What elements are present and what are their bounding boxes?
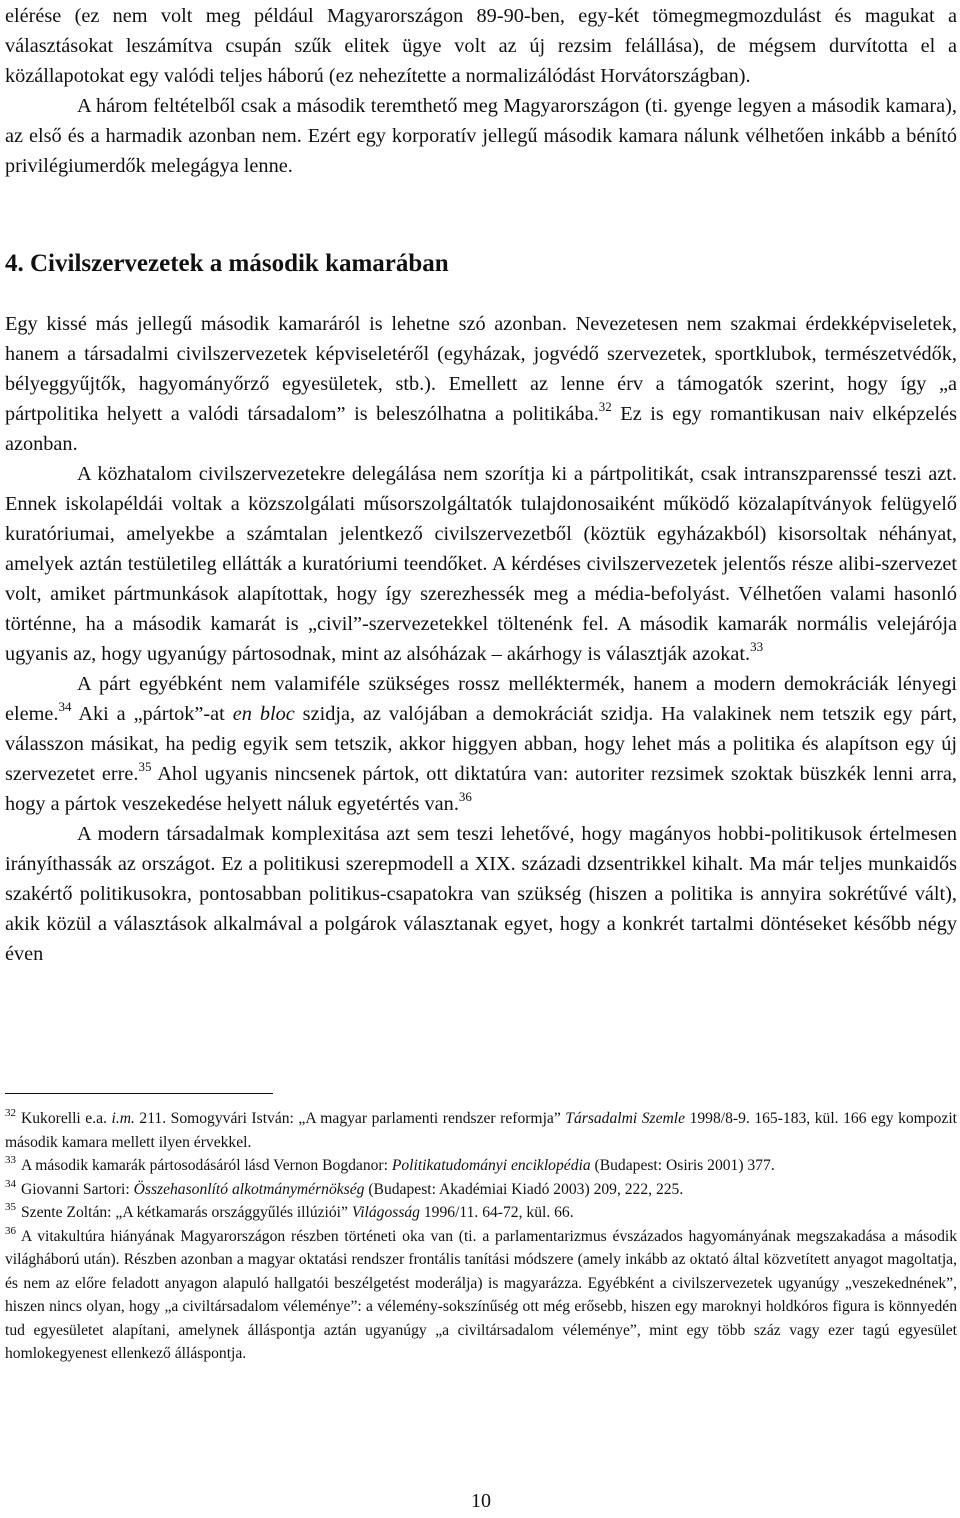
- footnote-35: [5, 1201, 957, 1225]
- footnote-ref-36[interactable]: 36: [458, 789, 472, 804]
- text-run: A párt egyébként nem valamiféle szükséges rossz melléktermék, hanem a modern demokráciák lényegi eleme.: [5, 673, 957, 725]
- text-run: Aki a „pártok”-at: [71, 703, 233, 725]
- text-run: Ez is egy romantikusan naiv elképzelés azonban.: [5, 403, 957, 455]
- text-run: A vitakultúra hiányának Magyarországon részben történeti oka van (ti. a parlamentarizmus évszázados hagyományának megszakadása a második világháború után). Részben azonban a magyar oktatási rendszer frontális tanítási módszere (amely inkább az oktató által közvetített anyagot magoltatja, és nem az előre feladott anyagon alapuló hallgatói beszélgetést moderálja) is magyarázza. Egyébként a civilszervezetek ugyanúgy „veszekednének”, hiszen nincs olyan, hogy „a civiltársadalom véleménye”: a vélemény-sokszínűség ott még erősebb, hiszen egy maroknyi holdkóros figura is könnyedén tud egyesületet alapítani, amelynek álláspontja aztán ugyanúgy „a civiltársadalom véleménye”, mint egy több száz vagy ezer tagú egyesület homlokegyenest ellenkező álláspontja.: [5, 1227, 957, 1362]
- text-run: A második kamarák pártosodásáról lásd Vernon Bogdanor:: [21, 1157, 392, 1174]
- paragraph-conditions: A három feltételből csak a második teremthető meg Magyarországon (ti. gyenge legyen a második kamara), az első és a harmadik azonban nem. Ezért egy korporatív jellegű második kamara nálunk vélhetően inkább a bénító privilégiumerdők melegágya lenne.: [5, 95, 957, 177]
- section-heading: 4. Civilszervezetek a második kamarában: [5, 250, 449, 277]
- text-run: Kukorelli e.a.: [21, 1110, 112, 1127]
- footnote-34: [5, 1178, 957, 1202]
- paragraph-civil-chamber: [5, 309, 957, 459]
- italic-text: Összehasonlító alkotmánymérnökség: [133, 1180, 365, 1198]
- footnote-32: [5, 1107, 957, 1154]
- paragraph-modern-societies: A modern társadalmak komplexitása azt sem teszi lehetővé, hogy magányos hobbi-politikusok értelmesen irányíthassák az országot. Ez a politikusi szerepmodell a XIX. századi dzsentrikkel kihalt. Ma már teljes munkaidős szakértő politikusokra, pontosabban politikus-csapatokra van szükség (hiszen a politika is annyira sokrétűvé vált), akik közül a választások alkalmával a polgárok választanak egyet, hogy a konkrét tartalmi döntéseket később négy éven: [5, 823, 957, 965]
- footnote-number: 35: [5, 1201, 16, 1213]
- paragraph-public-power: [5, 459, 957, 669]
- footnote-36: [5, 1225, 957, 1366]
- text-run: 1996/11. 64-72, kül. 66.: [419, 1204, 574, 1221]
- text-run: (Budapest: Akadémiai Kiadó 2003) 209, 222, 225.: [364, 1180, 684, 1198]
- text-run: 1998/8-9. 165-183, kül. 166 egy kompozit második kamara mellett ilyen érvekkel.: [5, 1110, 957, 1151]
- text-run: Ahol ugyanis nincsenek pártok, ott diktatúra van: autoriter rezsimek szoktak büszkék lenni arra, hogy a pártok veszekedése helyett náluk egyetértés van.: [5, 763, 957, 815]
- page-number: 10: [471, 1490, 491, 1512]
- italic-text: Világosság: [351, 1204, 420, 1221]
- text-run: Egy kissé más jellegű második kamaráról is lehetne szó azonban. Nevezetesen nem szakmai érdekképviseletek, hanem a társadalmi civilszervezetek képviseletéről (egyházak, jogvédő szervezetek, sportklubok, természetvédők, bélyeggyűjtők, hagyományőrző egyesületek, stb.). Emellett az lenne érv a támogatók szerint, hogy így „a pártpolitika helyett a valódi társadalom” is beleszólhatna a politikába.: [5, 313, 957, 425]
- footnote-ref-33[interactable]: 33: [750, 639, 764, 654]
- footnote-number: 32: [5, 1107, 16, 1119]
- paragraph-continuation: elérése (ez nem volt meg például Magyarországon 89-90-ben, egy-két tömegmegmozdulást és magukat a választásokat leszámítva csupán szűk elitek ügye volt az új rezsim felállása), de mégsem durvította el a közállapotokat egy valódi teljes háború (ez nehezítette a normalizálódást Horvátországban).: [5, 5, 957, 87]
- section-body: [5, 309, 957, 969]
- paragraph-party: [5, 669, 957, 819]
- text-run: (Budapest: Osiris 2001) 377.: [590, 1157, 775, 1174]
- footnote-separator: [5, 1093, 273, 1094]
- footnote-number: 34: [5, 1177, 16, 1190]
- italic-text: Társadalmi Szemle: [565, 1110, 686, 1127]
- footnote-ref-32[interactable]: 32: [598, 399, 612, 414]
- text-run: szidja, az valójában a demokráciát szidja. Ha valakinek nem tetszik egy párt, válasszon másikat, ha pedig egyik sem tetszik, akkor higgyen abban, hogy lehet más a politika és alapítson egy új szervezetet erre.: [5, 703, 957, 785]
- footnote-33: [5, 1154, 957, 1178]
- italic-text: Politikatudományi enciklopédia: [391, 1157, 591, 1174]
- italic-text: en bloc: [232, 703, 295, 725]
- italic-text: i.m.: [111, 1110, 135, 1127]
- text-run: Giovanni Sartori:: [21, 1180, 134, 1198]
- text-run: Szente Zoltán: „A kétkamarás országgyűlés illúziói”: [21, 1204, 352, 1221]
- text-run: 211. Somogyvári István: „A magyar parlamenti rendszer reformja”: [134, 1110, 566, 1127]
- footnote-ref-34[interactable]: 34: [58, 699, 72, 714]
- footnotes: [5, 1107, 957, 1366]
- top-text-block: [5, 1, 957, 181]
- footnote-number: 36: [5, 1224, 16, 1237]
- text-run: A közhatalom civilszervezetekre delegálása nem szorítja ki a pártpolitikát, csak intranszparenssé teszi azt. Ennek iskolapéldái voltak a közszolgálati műsorszolgáltatók tulajdonosaiként működő közalapítványok felügyelő kuratóriumai, amelyekbe a számtalan jelentkező civilszervezetből (köztük egyházakból) kisorsoltak néhányat, amelyek aztán testületileg ellátták a kuratóriumi teendőket. A kérdéses civilszervezetek jelentős része alibi-szervezet volt, amiket pártmunkások alapítottak, hogy így szerezhessék meg a média-befolyást. Vélhetően valami hasonló történne, ha a második kamarát is „civil”-szervezetekkel töltenénk fel. A második kamarák normális velejárója ugyanis az, hogy ugyanúgy pártosodnak, mint az alsóházak – akárhogy is választják azokat.: [5, 463, 957, 665]
- footnote-ref-35[interactable]: 35: [138, 759, 152, 774]
- footnote-number: 33: [5, 1154, 16, 1166]
